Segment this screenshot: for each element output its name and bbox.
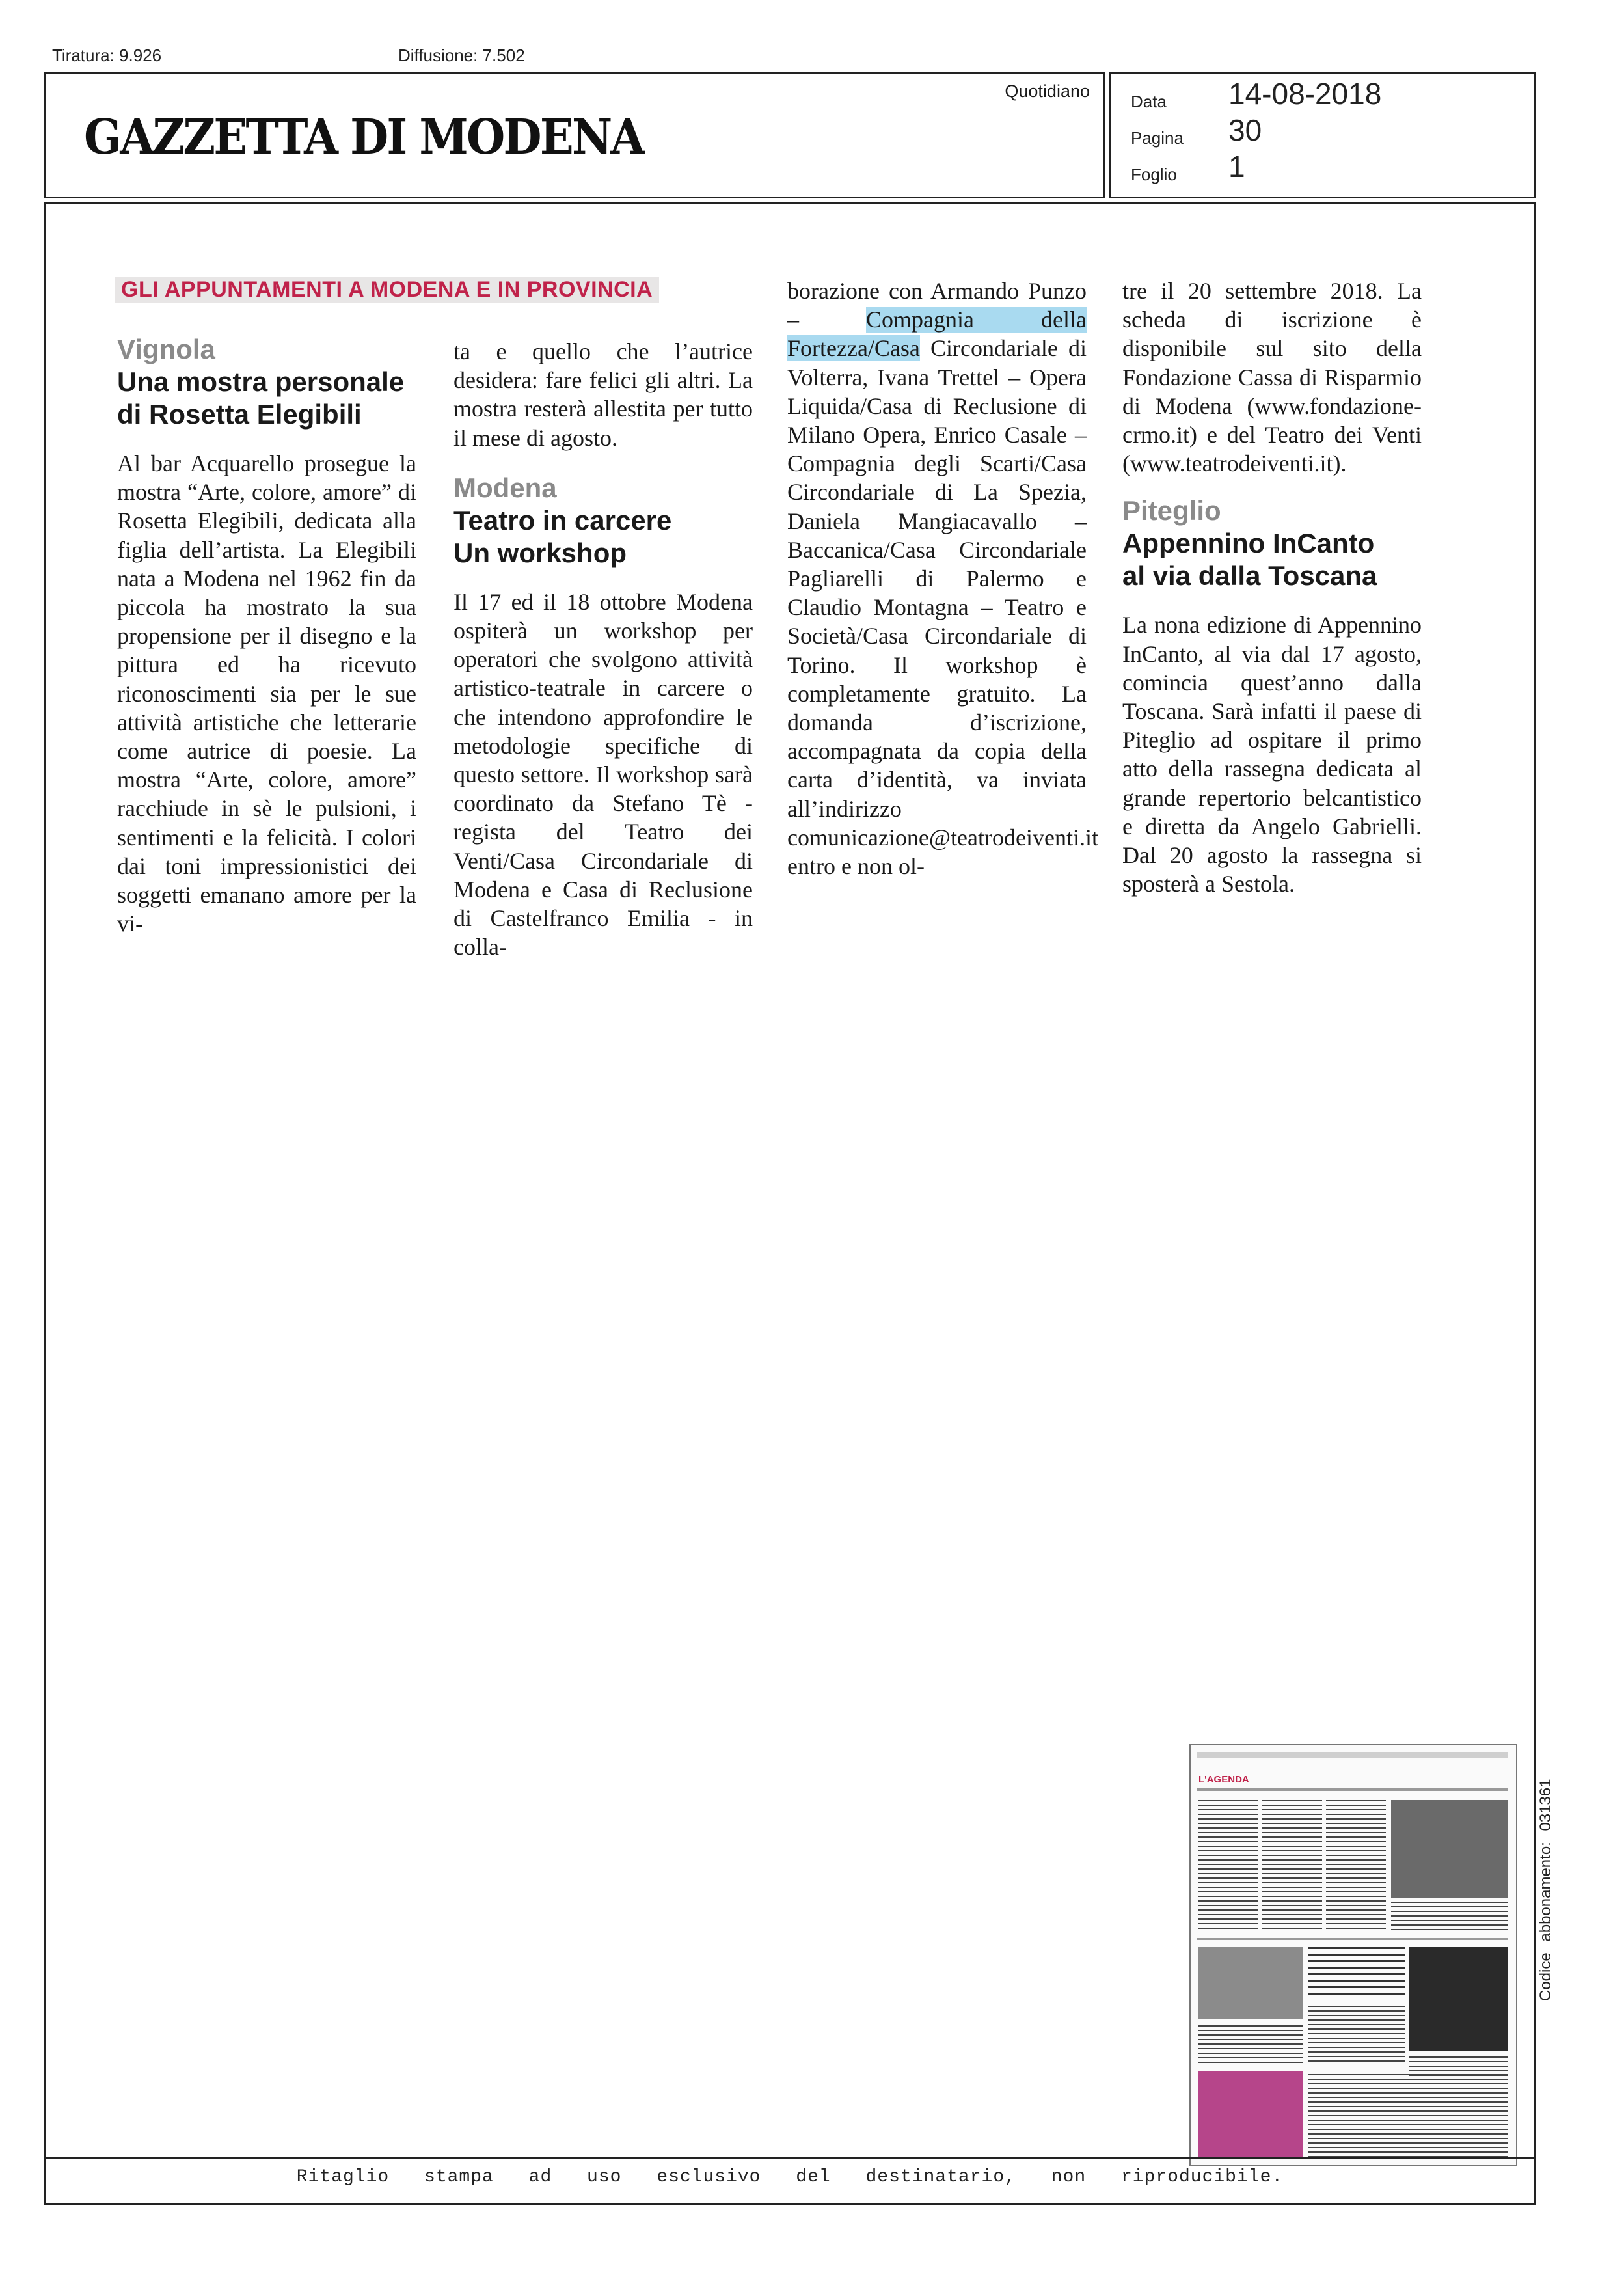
- date-value: 14-08-2018: [1228, 77, 1382, 111]
- headline-line-2: Un workshop: [453, 537, 627, 568]
- headline-line-1: Una mostra personale: [117, 366, 405, 397]
- thumbnail-section-label: L'AGENDA: [1198, 1774, 1249, 1785]
- article-place-vignola: Vignola: [117, 334, 215, 364]
- headline-line-1: Teatro in carcere: [453, 504, 672, 536]
- section-banner: GLI APPUNTAMENTI A MODENA E IN PROVINCIA: [115, 277, 659, 303]
- masthead-box: [44, 72, 1105, 198]
- subscription-code: Codice abbonamento: 031361: [1537, 1779, 1554, 2001]
- body-text-before: borazione con Armando Punzo –: [787, 278, 1087, 333]
- highlighted-text: Compagnia della Fortezza/Casa: [787, 307, 1087, 362]
- sheet-value: 1: [1228, 150, 1245, 184]
- reproduction-notice: Ritaglio stampa ad uso esclusivo del destinatario, non riproducibile.: [296, 2167, 1284, 2187]
- page-label: Pagina: [1131, 128, 1184, 148]
- frequency-label: Quotidiano: [1005, 81, 1090, 101]
- article-headline-vignola: [117, 366, 416, 431]
- headline-line-1: Appennino InCanto: [1122, 528, 1375, 559]
- article-body-modena-end: tre il 20 settembre 2018. La scheda di iscrizione è disponibile sul sito della Fondazione Cassa di Risparmio di Modena (www.fondazione-crmo.it) e del Teatro dei Venti (www.teatrodeiventi.it).: [1122, 278, 1422, 477]
- footer-divider: [44, 2157, 1536, 2159]
- date-label: Data: [1131, 92, 1167, 111]
- diffusione-label: Diffusione: 7.502: [398, 46, 525, 65]
- date-page-box: [1109, 72, 1536, 198]
- headline-line-2: di Rosetta Elegibili: [117, 399, 362, 430]
- article-body-vignola: Al bar Acquarello prosegue la mostra “Arte, colore, amore” di Rosetta Elegibili, dedicata alla figlia dell’artista. La Elegibili nata a Modena nel 1962 fin da piccola ha mostrato la sua propensione per il disegno e la pittura ed ha ricevuto riconoscimenti sia per le sue attività artistiche che letterarie come autrice di poesie. La mostra “Arte, colore, amore” racchiude in sè le pulsioni, i sentimenti e la felicità. I colori dai toni impressionistici dei soggetti emanano amore per la vi-: [117, 450, 416, 937]
- page-value: 30: [1228, 113, 1262, 147]
- article-column-4: [1122, 277, 1422, 898]
- body-text-after: Circondariale di Volterra, Ivana Trettel – Opera Liquida/Casa di Reclusione di Milano Opera, Enrico Casale – Compagnia degli Scarti/Casa Circondariale di La Spezia, Daniela Mangiacavallo – Baccanica/Casa Circondariale Pagliarelli di Palermo e Claudio Montagna – Teatro e Società/Casa Circondariale di Torino. Il workshop è completamente gratuito. La domanda d’iscrizione, accompagnata da copia della carta d’identità, va inviata all’indirizzo comunicazione@teatrodeiventi.it entro e non ol-: [787, 335, 1098, 880]
- article-place-piteglio: Piteglio: [1122, 495, 1221, 526]
- article-body-modena: Il 17 ed il 18 ottobre Modena ospiterà un workshop per operatori che svolgono attività artistico-teatrale in carcere o che intendono approfondire le metodologie specifiche di questo settore. Il workshop sarà coordinato da Stefano Tè - regista del Teatro dei Venti/Casa Circondariale di Modena e Casa di Reclusione di Castelfranco Emilia - in colla-: [453, 588, 753, 961]
- sheet-label: Foglio: [1131, 165, 1177, 184]
- article-body-modena-cont: [787, 277, 1098, 880]
- headline-line-2: al via dalla Toscana: [1122, 560, 1377, 592]
- article-column-2: [453, 337, 753, 961]
- article-headline-modena: [453, 504, 753, 569]
- article-column-1: [117, 333, 416, 938]
- article-column-3: [787, 277, 1098, 880]
- article-body-piteglio: La nona edizione di Appennino InCanto, al via dal 17 agosto, comincia quest’anno dalla Toscana. Sarà infatti il paese di Piteglio ad ospitare il primo atto della rassegna dedicata al grande repertorio belcantistico e diretta da Angelo Gabrielli. Dal 20 agosto la rassegna si sposterà a Sestola.: [1122, 612, 1422, 897]
- tiratura-label: Tiratura: 9.926: [52, 46, 162, 65]
- page-thumbnail: [1189, 1744, 1517, 2166]
- article-place-modena: Modena: [453, 472, 557, 503]
- newspaper-logo: GAZZETTA DI MODENA: [84, 109, 643, 165]
- article-body-vignola-cont: ta e quello che l’autrice desidera: fare felici gli altri. La mostra resterà allestita per tutto il mese di agosto.: [453, 338, 753, 451]
- article-headline-piteglio: [1122, 527, 1422, 592]
